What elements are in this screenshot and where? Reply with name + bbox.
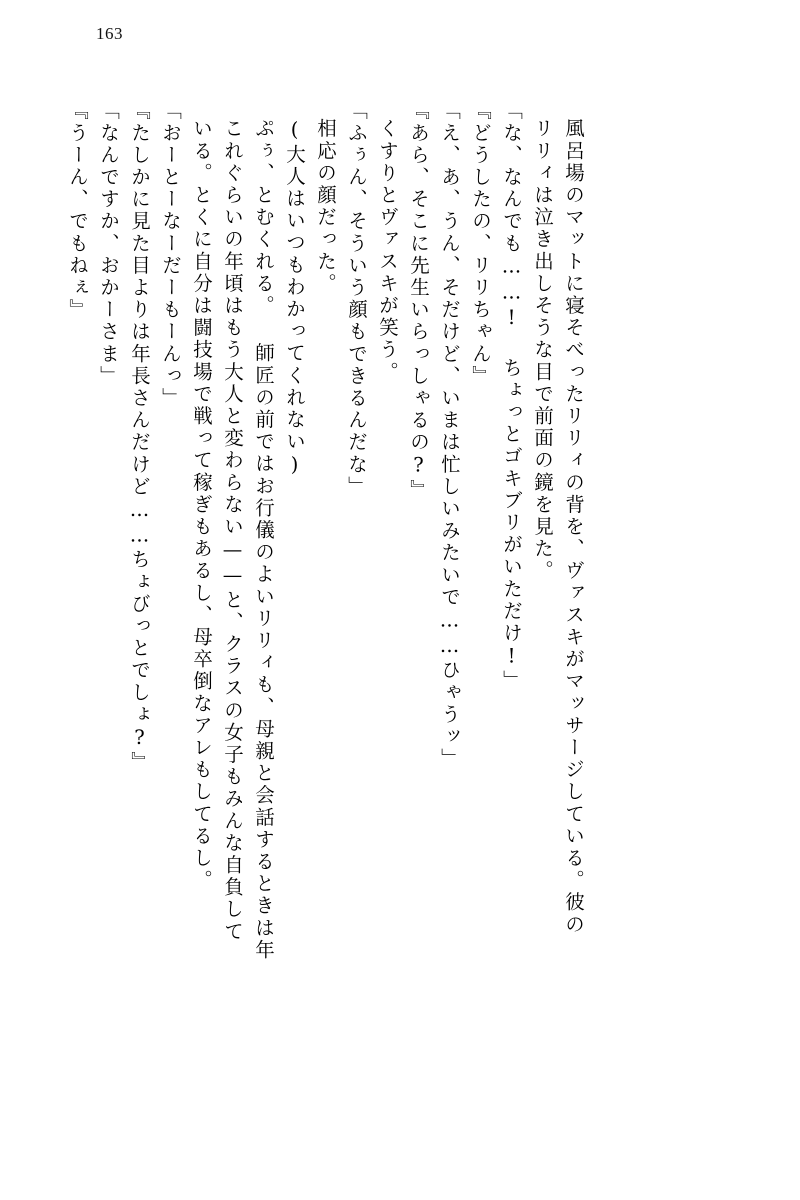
text-column: 「ふぅん、そういう顔もできるんだな」 <box>345 100 368 498</box>
text-column: 風呂場のマットに寝そべったリリィの背を、ヴァスキがマッサージしている。彼の <box>562 118 585 936</box>
text-column: 『どうしたの、リリちゃん』 <box>469 100 492 388</box>
text-column: 「え、あ、うん、そだけど、いまは忙しいみたいで……ひゃうッ」 <box>438 100 461 770</box>
text-column: リリィは泣き出しそうな目で前面の鏡を見た。 <box>531 118 554 583</box>
text-column: 「おーとーなーだーもーんっ」 <box>159 100 182 410</box>
text-column: 「なんですか、おかーさま」 <box>97 100 120 388</box>
text-column: 相応の顔だった。 <box>314 118 337 295</box>
text-column: 『うーん、でもねぇ』 <box>66 100 89 321</box>
text-column: (大人はいつもわかってくれない) <box>283 118 306 479</box>
page-number: 163 <box>96 24 123 43</box>
text-column: いる。とくに自分は闘技場で戦って稼ぎもあるし、母卒倒なアレもしてるし。 <box>190 118 213 892</box>
text-column: 『あら、そこに先生いらっしゃるの?』 <box>407 100 430 502</box>
text-column: くすりとヴァスキが笑う。 <box>376 118 399 384</box>
text-column: これぐらいの年頃はもう大人と変わらない——と、クラスの女子もみんな自負して <box>221 118 244 943</box>
text-column: ぷぅ、とむくれる。 師匠の前ではお行儀のよいリリィも、母親と会話するときは年 <box>252 118 275 962</box>
vertical-text-block <box>56 100 756 1130</box>
text-column: 『たしかに見た目よりは年長さんだけど……ちょびっとでしょ?』 <box>128 100 151 774</box>
text-column: 「な、なんでも……! ちょっとゴキブリがいただけ!」 <box>500 100 523 693</box>
